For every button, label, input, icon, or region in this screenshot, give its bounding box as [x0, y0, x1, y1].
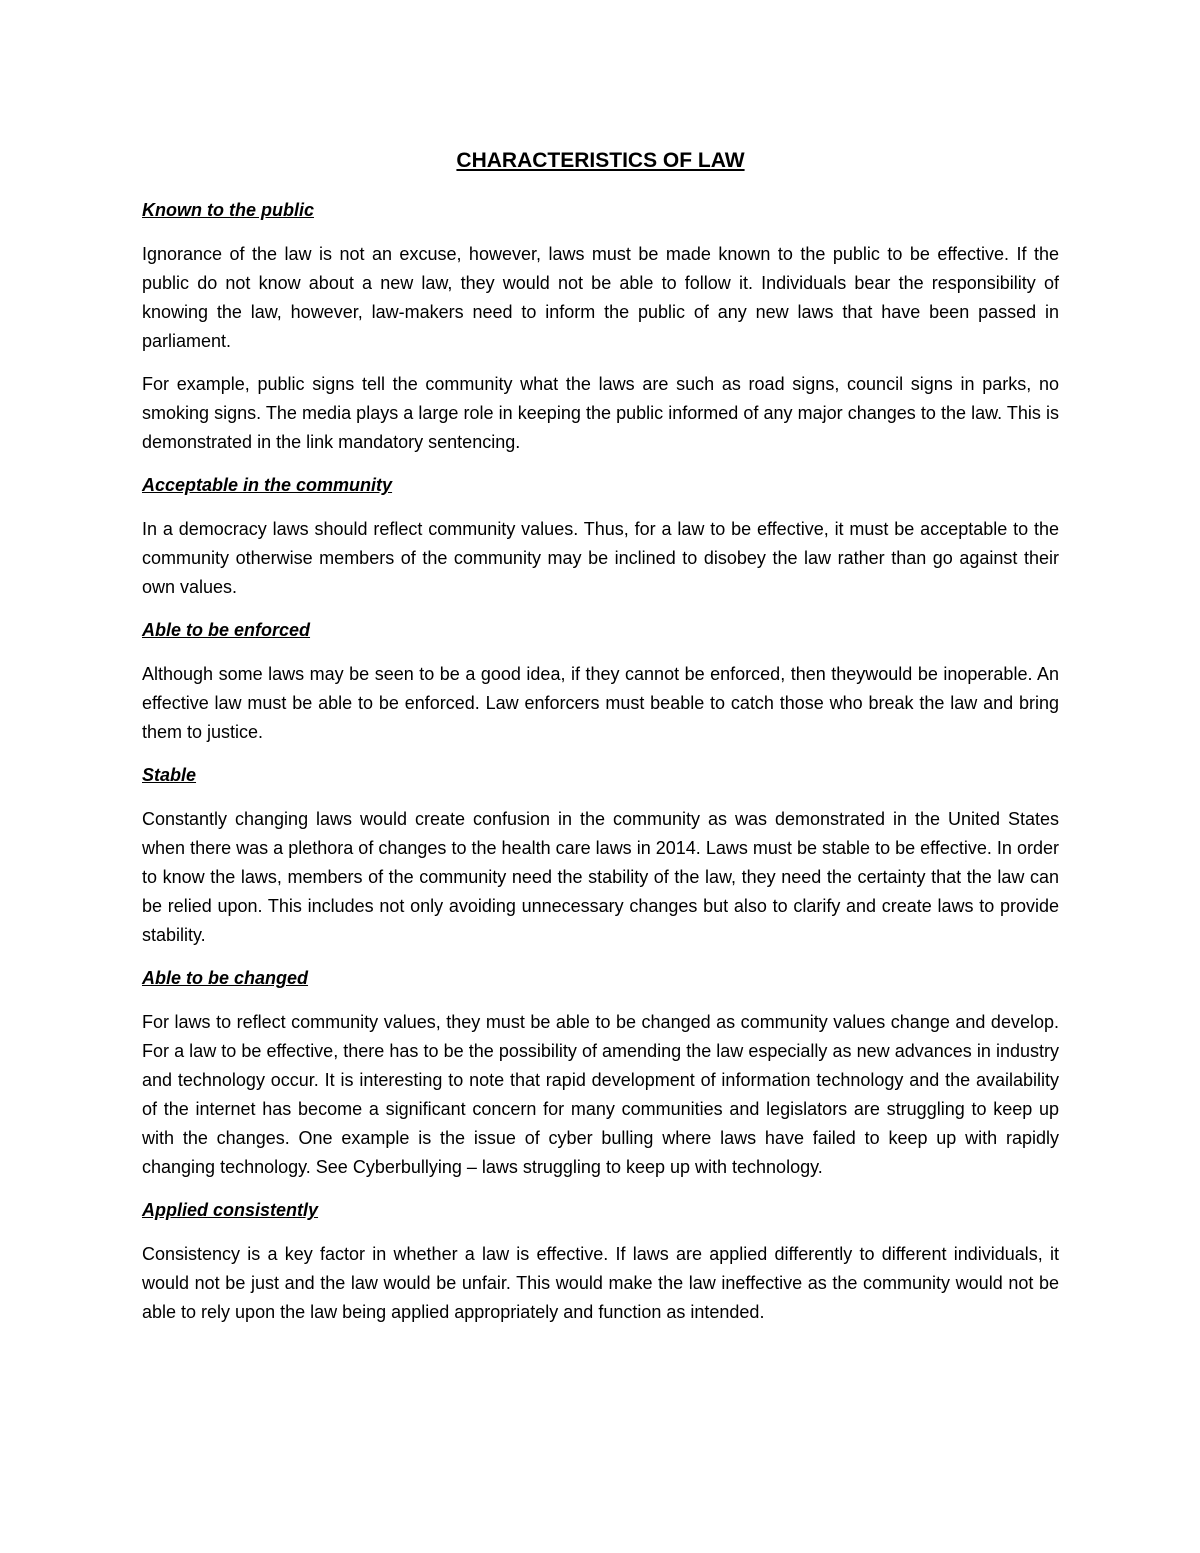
paragraph: For example, public signs tell the community what the laws are such as road signs, council signs in parks, no smoking signs. The media plays a large role in keeping the public informed of any major changes to the law. This is demonstrated in the link mandatory sentencing.	[142, 374, 1059, 452]
page-title: CHARACTERISTICS OF LAW	[456, 149, 745, 172]
section-heading: Able to be changed	[142, 968, 309, 988]
paragraph: Although some laws may be seen to be a good idea, if they cannot be enforced, then theywould be inoperable. An effective law must be able to be enforced. Law enforcers must beable to catch those who break the law and bring them to justice.	[142, 664, 1059, 742]
section-heading: Applied consistently	[142, 1200, 319, 1220]
section-able-to-be-enforced	[142, 616, 1059, 747]
section-heading: Stable	[142, 765, 197, 785]
paragraph: Ignorance of the law is not an excuse, however, laws must be made known to the public to be effective. If the public do not know about a new law, they would not be able to follow it. Individuals bear the responsibility of knowing the law, however, law-makers need to inform the public of any new laws that have been passed in parliament.	[142, 244, 1059, 351]
section-known-to-the-public	[142, 196, 1059, 457]
section-acceptable-in-the-community	[142, 471, 1059, 602]
section-stable	[142, 761, 1059, 950]
document-page	[142, 142, 1059, 1341]
section-applied-consistently	[142, 1196, 1059, 1327]
section-heading: Able to be enforced	[142, 620, 311, 640]
section-able-to-be-changed	[142, 964, 1059, 1182]
paragraph: Consistency is a key factor in whether a law is effective. If laws are applied differently to different individuals, it would not be just and the law would be unfair. This would make the law ineffective as the community would not be able to rely upon the law being applied appropriately and function as intended.	[142, 1244, 1059, 1322]
paragraph: In a democracy laws should reflect community values. Thus, for a law to be effective, it must be acceptable to the community otherwise members of the community may be inclined to disobey the law rather than go against their own values.	[142, 519, 1059, 597]
paragraph: Constantly changing laws would create confusion in the community as was demonstrated in the United States when there was a plethora of changes to the health care laws in 2014. Laws must be stable to be effective. In order to know the laws, members of the community need the stability of the law, they need the certainty that the law can be relied upon. This includes not only avoiding unnecessary changes but also to clarify and create laws to provide stability.	[142, 809, 1059, 945]
section-heading: Known to the public	[142, 200, 314, 220]
section-heading: Acceptable in the community	[142, 475, 393, 495]
paragraph: For laws to reflect community values, they must be able to be changed as community values change and develop. For a law to be effective, there has to be the possibility of amending the law especially as new advances in industry and technology occur. It is interesting to note that rapid development of information technology and the availability of the internet has become a significant concern for many communities and legislators are struggling to keep up with the changes. One example is the issue of cyber bulling where laws have failed to keep up with rapidly changing technology. See Cyberbullying – laws struggling to keep up with technology.	[142, 1012, 1059, 1177]
